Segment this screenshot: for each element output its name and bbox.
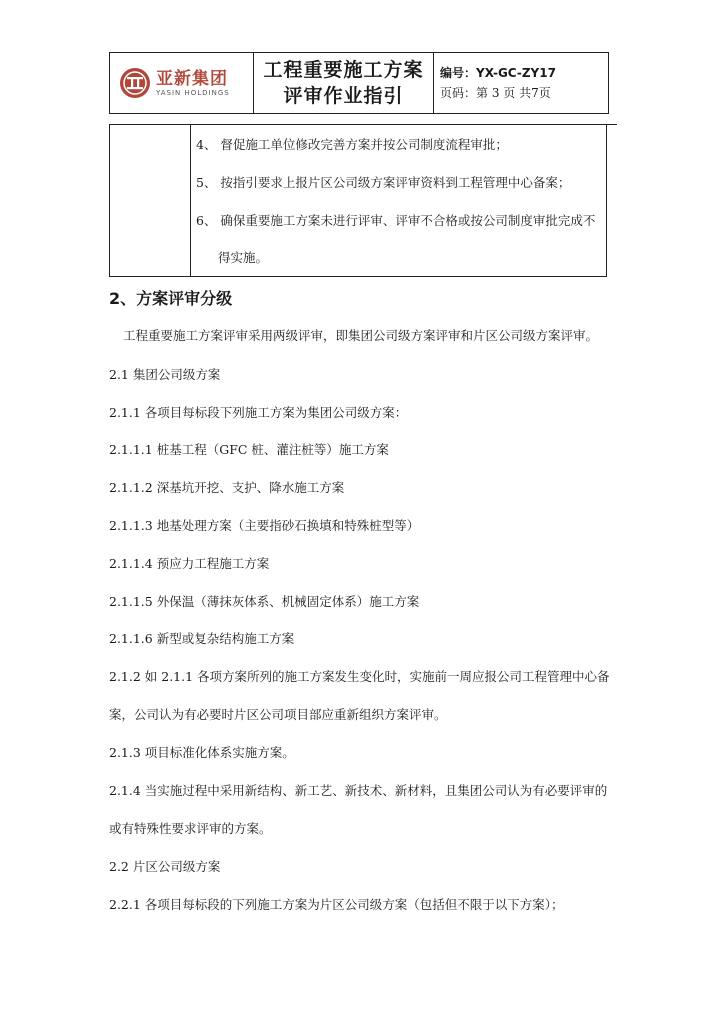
document-meta [434, 53, 608, 113]
paragraph: 2.1.1.4 预应力工程施工方案 [109, 556, 270, 571]
paragraph: 2.2.1 各项目每标段的下列施工方案为片区公司级方案（包括但不限于以下方案）； [109, 897, 564, 912]
logo-chinese-name: 亚新集团 [156, 68, 228, 89]
paragraph: 2.1.3 项目标准化体系实施方案。 [109, 745, 295, 760]
paragraph: 2.1.1.1 桩基工程（GFC 桩、灌注桩等）施工方案 [109, 442, 389, 457]
paragraph: 2.1.4 当实施过程中采用新结构、新工艺、新技术、新材料，且集团公司认为有必要评审的 [109, 783, 608, 798]
table-item: 得实施。 [218, 250, 269, 265]
paragraph: 或有特殊性要求评审的方案。 [109, 821, 272, 836]
table-item: 4、 督促施工单位修改完善方案并按公司制度流程审批； [196, 137, 508, 152]
section-heading: 2、方案评审分级 [109, 289, 233, 308]
table-item: 5、 按指引要求上报片区公司级方案评审资料到工程管理中心备案； [196, 175, 571, 190]
paragraph: 2.1.1.3 地基处理方案（主要指砂石换填和特殊桩型等） [109, 518, 420, 533]
table-column-divider [190, 124, 191, 276]
company-logo-icon [118, 66, 152, 100]
document-header [109, 52, 609, 114]
title-line-2: 评审作业指引 [283, 85, 404, 107]
document-code: 编号：YX-GC-ZY17 [440, 66, 556, 80]
page-number: 页码：第 3 页 共7页 [440, 86, 551, 100]
paragraph: 2.1.1 各项目每标段下列施工方案为集团公司级方案： [109, 405, 408, 420]
document-title [254, 53, 434, 113]
title-line-1: 工程重要施工方案 [263, 59, 424, 81]
paragraph: 案，公司认为有必要时片区公司项目部应重新组织方案评审。 [109, 707, 447, 722]
table-item: 6、 确保重要施工方案未进行评审、评审不合格或按公司制度审批完成不 [196, 213, 596, 228]
paragraph: 2.1.2 如 2.1.1 各项方案所列的施工方案发生变化时，实施前一周应报公司工程管理中心备 [109, 669, 610, 684]
continuation-table [109, 124, 607, 277]
paragraph: 2.2 片区公司级方案 [109, 859, 221, 874]
paragraph: 2.1 集团公司级方案 [109, 367, 221, 382]
logo-english-name: YASIN HOLDINGS [156, 88, 230, 97]
logo-text [156, 69, 230, 98]
paragraph: 2.1.1.6 新型或复杂结构施工方案 [109, 631, 295, 646]
paragraph: 2.1.1.5 外保温（薄抹灰体系、机械固定体系）施工方案 [109, 594, 420, 609]
paragraph: 2.1.1.2 深基坑开挖、支护、降水施工方案 [109, 480, 345, 495]
paragraph: 工程重要施工方案评审采用两级评审，即集团公司级方案评审和片区公司级方案评审。 [123, 328, 599, 343]
company-logo-cell [110, 53, 254, 113]
